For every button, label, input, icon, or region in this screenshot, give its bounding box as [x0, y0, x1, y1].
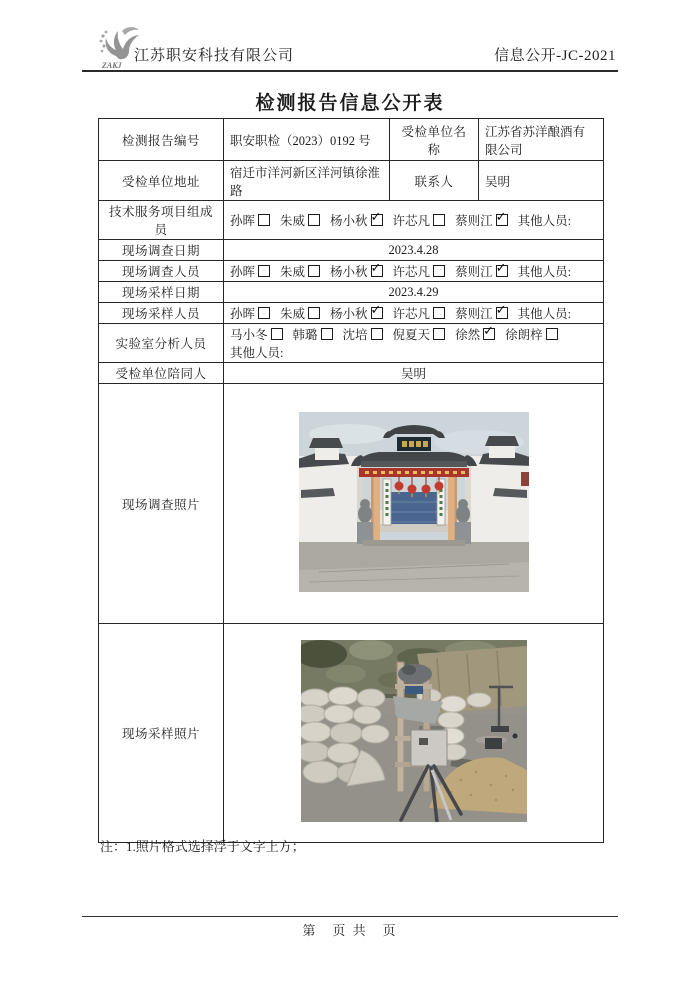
page-header	[82, 22, 618, 72]
person-checkbox-item	[330, 307, 383, 321]
person-checkbox-item	[280, 214, 320, 228]
unit-name-value: 江苏省苏洋酿酒有限公司	[479, 119, 604, 161]
report-no-value: 职安职检（2023）0192 号	[224, 119, 390, 161]
checkbox-checked-icon	[371, 307, 383, 319]
survey-photo-label: 现场调查照片	[99, 384, 224, 624]
sampling-date-label: 现场采样日期	[99, 282, 224, 303]
person-name: 蔡则江	[455, 214, 493, 228]
checkbox-unchecked-icon	[371, 328, 383, 340]
page-number-text: 第 页 共 页	[302, 923, 398, 938]
checkbox-unchecked-icon	[321, 328, 333, 340]
person-name: 马小冬	[230, 328, 268, 342]
person-name: 韩璐	[292, 328, 318, 342]
table-row	[99, 201, 604, 240]
sampling-date-value: 2023.4.29	[224, 282, 604, 303]
person-name: 孙晖	[230, 265, 256, 279]
person-checkbox-item	[393, 307, 446, 321]
person-checkbox-item	[393, 328, 446, 342]
person-name: 蔡则江	[455, 265, 493, 279]
lab-label: 实验室分析人员	[99, 324, 224, 363]
checkbox-unchecked-icon	[271, 328, 283, 340]
person-name: 杨小秋	[330, 307, 368, 321]
others-label: 其他人员:	[517, 307, 572, 321]
person-name: 徐朗梓	[505, 328, 543, 342]
footer-divider	[82, 916, 618, 917]
others-label: 其他人员:	[517, 214, 572, 228]
team-label: 技术服务项目组成员	[99, 201, 224, 240]
person-checkbox-item	[455, 328, 495, 342]
checkbox-checked-icon	[483, 328, 495, 340]
person-checkbox-item	[230, 214, 270, 228]
sampling-photo-label: 现场采样照片	[99, 624, 224, 843]
person-checkbox-item	[280, 265, 320, 279]
table-row	[99, 240, 604, 261]
survey-date-value: 2023.4.28	[224, 240, 604, 261]
lab-members-cell	[224, 324, 604, 363]
person-checkbox-item	[455, 265, 508, 279]
unit-addr-label: 受检单位地址	[99, 161, 224, 201]
checkbox-unchecked-icon	[258, 214, 270, 226]
table-row	[99, 384, 604, 624]
person-checkbox-item	[330, 214, 383, 228]
footnote: 注：1.照片格式选择浮于文字上方；	[100, 839, 305, 854]
person-name: 徐然	[455, 328, 481, 342]
checkbox-unchecked-icon	[433, 328, 445, 340]
checkbox-checked-icon	[371, 214, 383, 226]
escort-value: 吴明	[224, 363, 604, 384]
survey-staff-label: 现场调查人员	[99, 261, 224, 282]
logo-text: ZAKJ	[102, 61, 122, 70]
survey-photo-cell	[224, 384, 604, 624]
sampling-staff-cell	[224, 303, 604, 324]
person-name: 许芯凡	[392, 265, 431, 279]
person-checkbox-item	[393, 214, 446, 228]
person-name: 许芯凡	[392, 214, 431, 228]
person-checkbox-item	[393, 265, 446, 279]
person-checkbox-item	[293, 328, 333, 342]
table-row	[99, 324, 604, 363]
person-checkbox-item	[230, 328, 283, 342]
unit-name-label: 受检单位名称	[390, 119, 479, 161]
person-checkbox-item	[343, 328, 383, 342]
person-checkbox-item	[505, 328, 558, 342]
checkbox-checked-icon	[496, 214, 508, 226]
lab-members	[230, 325, 597, 343]
sampling-staff-label: 现场采样人员	[99, 303, 224, 324]
person-name: 朱威	[280, 265, 306, 279]
person-name: 蔡则江	[455, 307, 493, 321]
table-row	[99, 282, 604, 303]
checkbox-unchecked-icon	[433, 214, 445, 226]
team-members	[230, 214, 518, 228]
unit-addr-value: 宿迁市洋河新区洋河镇徐淮路	[224, 161, 390, 201]
checkbox-checked-icon	[496, 307, 508, 319]
person-name: 孙晖	[230, 214, 256, 228]
escort-label: 受检单位陪同人	[99, 363, 224, 384]
team-members-cell	[224, 201, 604, 240]
survey-staff-members	[230, 265, 518, 279]
person-name: 朱威	[280, 307, 306, 321]
checkbox-unchecked-icon	[433, 265, 445, 277]
checkbox-unchecked-icon	[308, 214, 320, 226]
contact-label: 联系人	[390, 161, 479, 201]
person-checkbox-item	[280, 307, 320, 321]
report-form-table	[98, 118, 604, 843]
table-row	[99, 303, 604, 324]
table-row	[99, 261, 604, 282]
person-name: 孙晖	[230, 307, 256, 321]
checkbox-unchecked-icon	[258, 265, 270, 277]
table-row	[99, 363, 604, 384]
table-row	[99, 119, 604, 161]
survey-staff-cell	[224, 261, 604, 282]
sampling-photo-cell	[224, 624, 604, 843]
person-name: 沈培	[342, 328, 368, 342]
doc-number: 信息公开-JC-2021	[494, 48, 616, 64]
contact-value: 吴明	[479, 161, 604, 201]
checkbox-unchecked-icon	[258, 307, 270, 319]
person-name: 朱威	[280, 214, 306, 228]
table-row	[99, 161, 604, 201]
page-title: 检测报告信息公开表	[255, 93, 445, 114]
others-label: 其他人员:	[230, 346, 284, 360]
checkbox-checked-icon	[371, 265, 383, 277]
person-name: 倪夏天	[392, 328, 431, 342]
person-name: 许芯凡	[392, 307, 431, 321]
person-name: 杨小秋	[330, 214, 368, 228]
checkbox-unchecked-icon	[308, 265, 320, 277]
sampling-photo	[301, 640, 527, 822]
checkbox-unchecked-icon	[308, 307, 320, 319]
checkbox-checked-icon	[496, 265, 508, 277]
report-no-label: 检测报告编号	[99, 119, 224, 161]
survey-photo	[299, 412, 529, 592]
table-row	[99, 624, 604, 843]
person-checkbox-item	[455, 307, 508, 321]
person-name: 杨小秋	[330, 265, 368, 279]
checkbox-unchecked-icon	[546, 328, 558, 340]
person-checkbox-item	[330, 265, 383, 279]
person-checkbox-item	[455, 214, 508, 228]
person-checkbox-item	[230, 265, 270, 279]
sampling-staff-members	[230, 307, 518, 321]
company-name: 江苏职安科技有限公司	[134, 48, 295, 64]
checkbox-unchecked-icon	[433, 307, 445, 319]
survey-date-label: 现场调查日期	[99, 240, 224, 261]
others-label: 其他人员:	[517, 265, 572, 279]
person-checkbox-item	[230, 307, 270, 321]
